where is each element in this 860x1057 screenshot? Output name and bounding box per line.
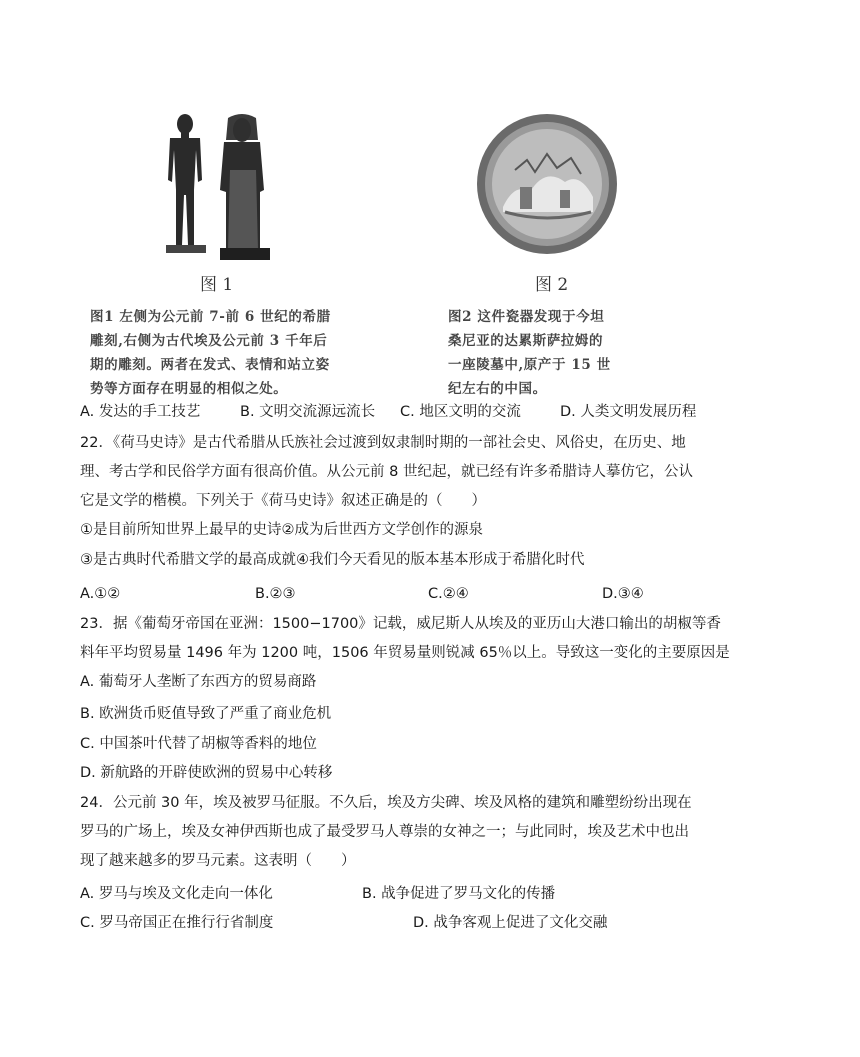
- question-22-statements-line: ①是目前所知世界上最早的史诗②成为后世西方文学创作的源泉: [80, 522, 483, 538]
- option-d[interactable]: D.③④: [602, 586, 644, 602]
- figure-1-label: 图 1: [200, 275, 234, 295]
- figure-1-caption: [90, 305, 331, 401]
- question-23-stem-line: 料年平均贸易量 1496 年为 1200 吨，1506 年贸易量则锐减 65％以上。导致这一变化的主要原因是: [80, 645, 730, 661]
- option-c[interactable]: C.②④: [428, 586, 469, 602]
- figure-2-caption-line: 一座陵墓中,原产于 15 世: [448, 357, 611, 373]
- figure-1-caption-line: 雕刻,右侧为古代埃及公元前 3 千年后: [90, 333, 328, 349]
- figure-2-caption: [448, 305, 611, 401]
- porcelain-plate-image: [475, 112, 620, 257]
- question-24-stem-line: 现了越来越多的罗马元素。这表明（ ）: [80, 853, 356, 869]
- option-d[interactable]: D. 新航路的开辟使欧洲的贸易中心转移: [80, 765, 333, 781]
- option-b[interactable]: B.②③: [255, 586, 296, 602]
- figure-2-caption-line: 图2 这件瓷器发现于今坦: [448, 309, 605, 325]
- question-22-stem-line: 理、考古学和民俗学方面有很高价值。从公元前 8 世纪起，就已经有许多希腊诗人摹仿它，公认: [80, 464, 693, 480]
- figure-2-label: 图 2: [535, 275, 569, 295]
- option-a[interactable]: A.①②: [80, 586, 121, 602]
- figure-1-caption-line: 图1 左侧为公元前 7-前 6 世纪的希腊: [90, 309, 331, 325]
- question-23-stem-line: 23．据《葡萄牙帝国在亚洲：1500−1700》记载，威尼斯人从埃及的亚历山大港口输出的胡椒等香: [80, 616, 721, 632]
- option-b[interactable]: B. 战争促进了罗马文化的传播: [362, 886, 556, 902]
- question-24-stem-line: 罗马的广场上，埃及女神伊西斯也成了最受罗马人尊崇的女神之一；与此同时，埃及艺术中也出: [80, 824, 689, 840]
- option-a[interactable]: A. 葡萄牙人垄断了东西方的贸易商路: [80, 674, 317, 690]
- option-a[interactable]: A. 发达的手工技艺: [80, 404, 201, 420]
- option-d[interactable]: D. 人类文明发展历程: [560, 404, 697, 420]
- option-b[interactable]: B. 文明交流源远流长: [240, 404, 376, 420]
- option-d[interactable]: D. 战争客观上促进了文化交融: [413, 915, 608, 931]
- option-b[interactable]: B. 欧洲货币贬值导致了严重了商业危机: [80, 706, 332, 722]
- figure-1-caption-line: 期的雕刻。两者在发式、表情和站立姿: [90, 357, 330, 373]
- figure-2-caption-line: 桑尼亚的达累斯萨拉姆的: [448, 333, 604, 349]
- figure-2-caption-line: 纪左右的中国。: [448, 381, 547, 397]
- question-22-statements-line: ③是古典时代希腊文学的最高成就④我们今天看见的版本基本形成于希腊化时代: [80, 552, 585, 568]
- option-c[interactable]: C. 罗马帝国正在推行行省制度: [80, 915, 274, 931]
- question-22-stem-line: 它是文学的楷模。下列关于《荷马史诗》叙述正确是的（ ）: [80, 493, 486, 509]
- statues-image: [160, 110, 280, 265]
- option-c[interactable]: C. 中国茶叶代替了胡椒等香料的地位: [80, 736, 317, 752]
- figure-1-caption-line: 势等方面存在明显的相似之处。: [90, 381, 288, 397]
- question-24-stem-line: 24．公元前 30 年，埃及被罗马征服。不久后，埃及方尖碑、埃及风格的建筑和雕塑纷纷出现在: [80, 795, 692, 811]
- option-a[interactable]: A. 罗马与埃及文化走向一体化: [80, 886, 273, 902]
- option-c[interactable]: C. 地区文明的交流: [400, 404, 521, 420]
- question-22-stem-line: 22．《荷马史诗》是古代希腊从氏族社会过渡到奴隶制时期的一部社会史、风俗史，在历史、地: [80, 435, 686, 451]
